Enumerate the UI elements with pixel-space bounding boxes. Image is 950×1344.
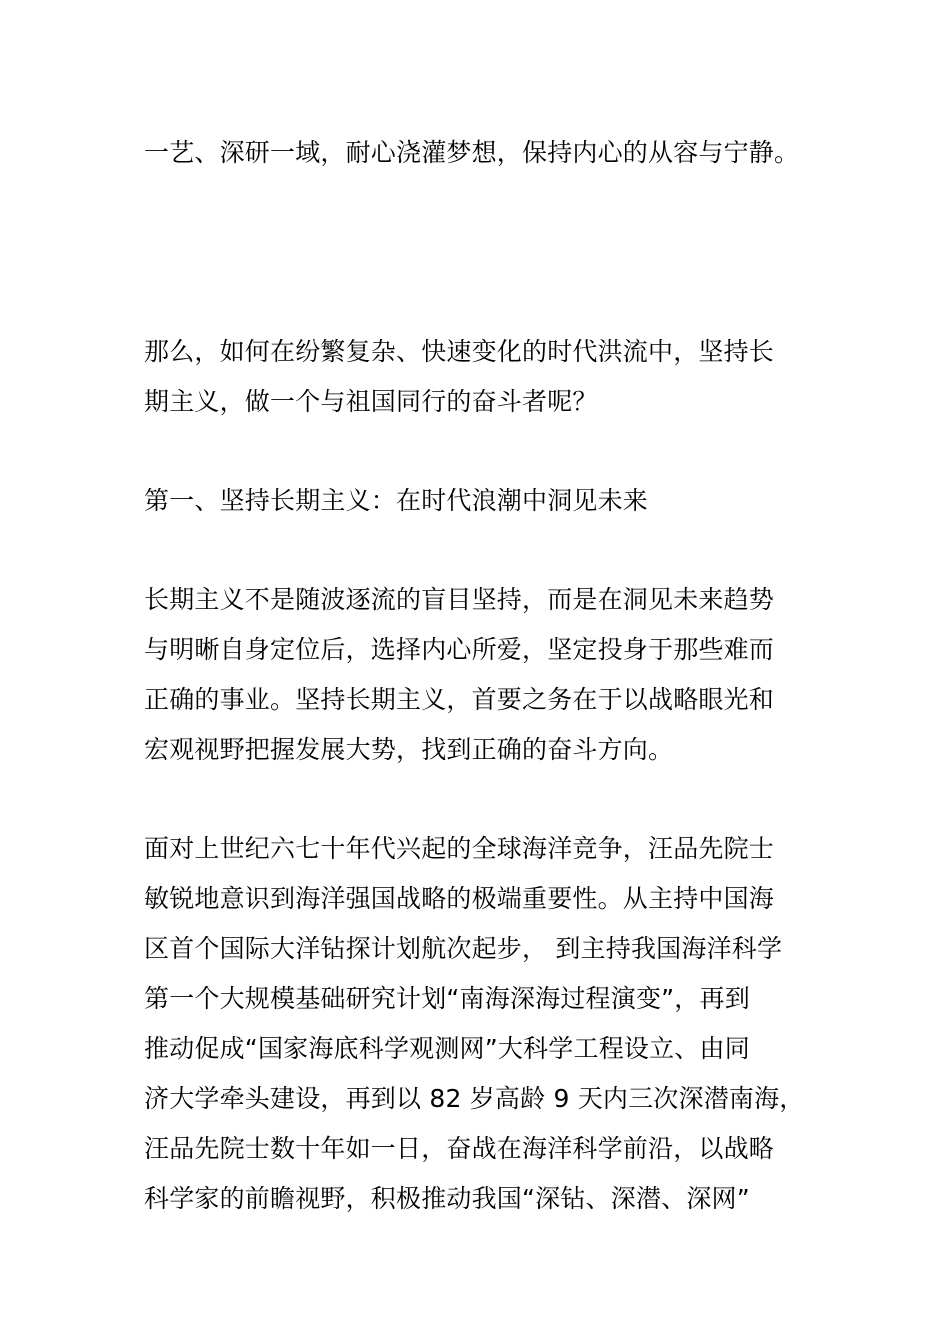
text-line: 那么，如何在纷繁复杂、快速变化的时代洪流中，坚持长: [144, 337, 775, 366]
text-line: 长期主义不是随波逐流的盲目坚持，而是在洞见未来趋势: [144, 585, 775, 614]
text-line: 宏观视野把握发展大势，找到正确的奋斗方向。: [144, 735, 674, 764]
paragraph-long-termism: [144, 575, 808, 775]
text-line: 正确的事业。坚持长期主义，首要之务在于以战略眼光和: [144, 685, 775, 714]
heading-text: 第一、坚持长期主义：在时代浪潮中洞见未来: [144, 486, 649, 515]
text-line: 期主义，做一个与祖国同行的奋斗者呢？: [144, 387, 598, 416]
section-heading: [144, 476, 808, 526]
text-line: 科学家的前瞻视野，积极推动我国“深钻、深潜、深网”: [144, 1184, 750, 1213]
text-line: 与明晰自身定位后，选择内心所爱，坚定投身于那些难而: [144, 635, 775, 664]
text-line: 面对上世纪六七十年代兴起的全球海洋竞争，汪品先院士: [144, 834, 775, 863]
text-line: 汪品先院士数十年如一日，奋战在海洋科学前沿，以战略: [144, 1134, 775, 1163]
text-line: 区首个国际大洋钻探计划航次起步， 到主持我国海洋科学: [144, 934, 783, 963]
text-line: 一艺、深研一域，耐心浇灌梦想，保持内心的从容与宁静。: [144, 138, 800, 167]
text-line: 敏锐地意识到海洋强国战略的极端重要性。从主持中国海: [144, 884, 775, 913]
paragraph-question: [144, 327, 808, 427]
text-line: 第一个大规模基础研究计划“南海深海过程演变”，再到: [144, 984, 750, 1013]
paragraph-wang-pinxian: [144, 824, 808, 1224]
text-line: 推动促成“国家海底科学观测网”大科学工程设立、由同: [144, 1034, 750, 1063]
text-line: 济大学牵头建设，再到以 82 岁高龄 9 天内三次深潜南海，: [144, 1084, 805, 1113]
paragraph-intro-end: [144, 128, 808, 178]
